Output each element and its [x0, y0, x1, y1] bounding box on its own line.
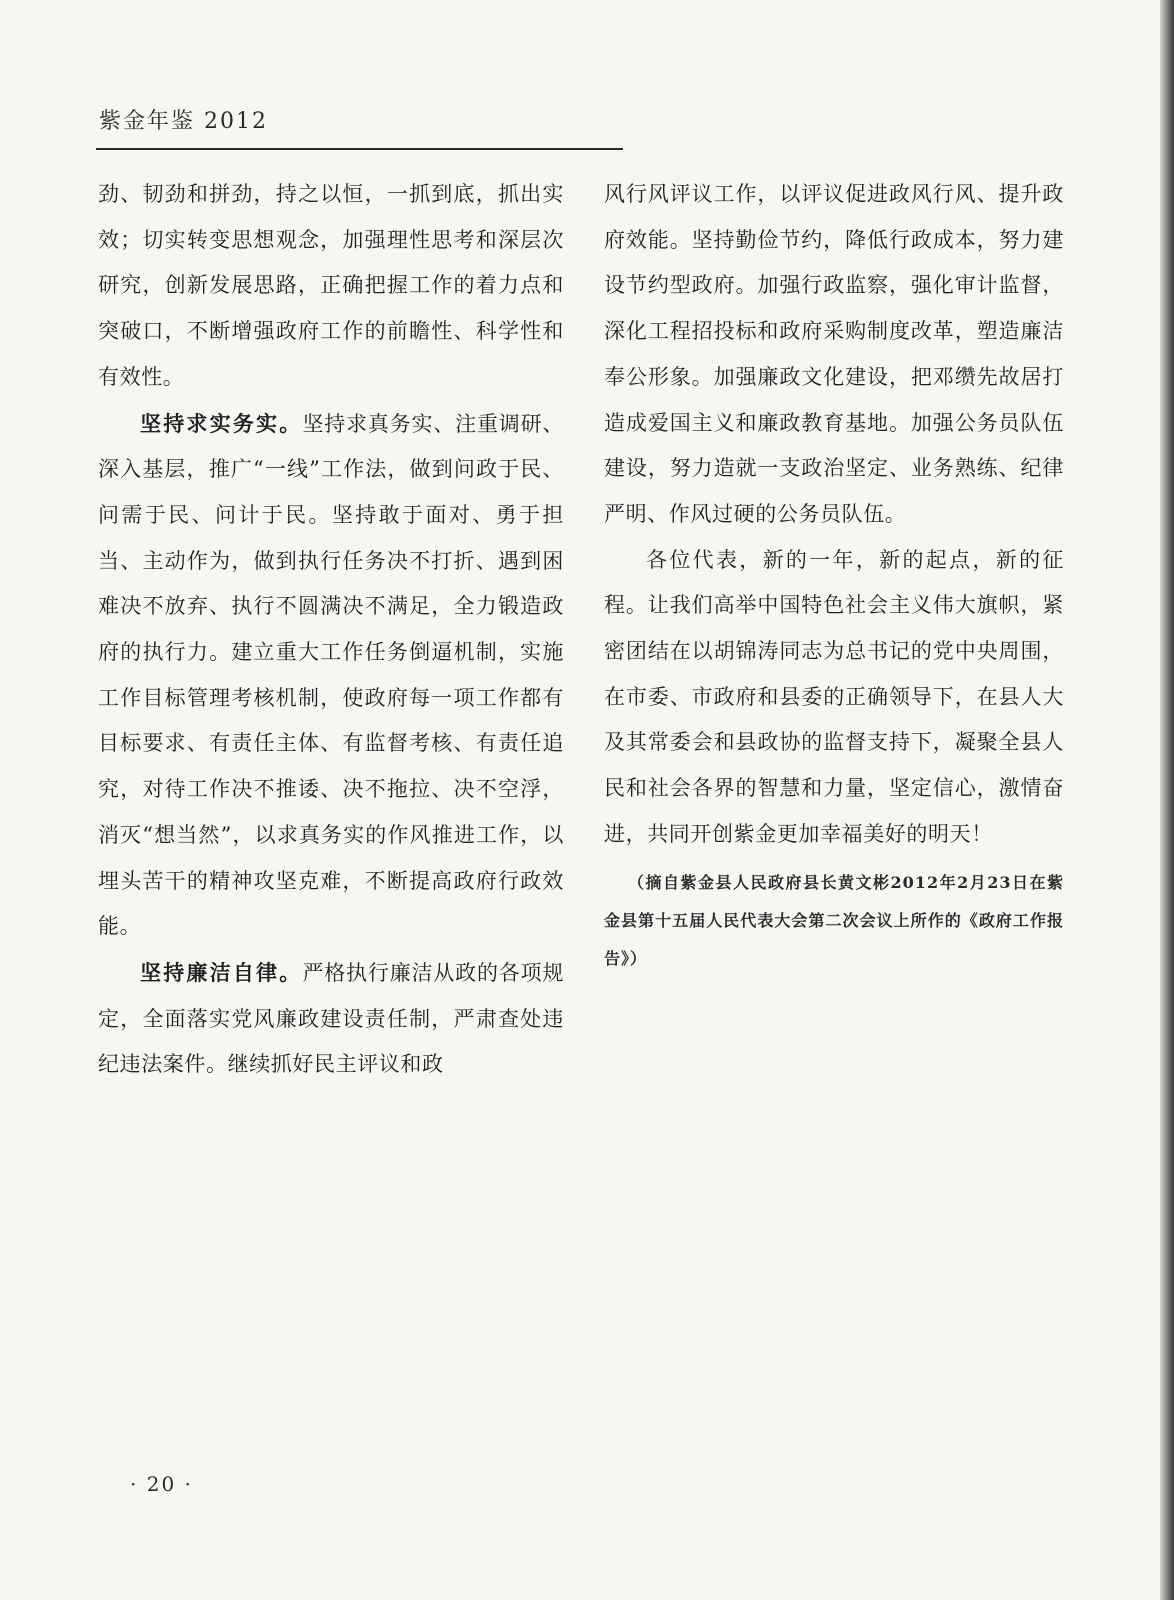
left-paragraph-1: 劲、韧劲和拼劲，持之以恒，一抓到底，抓出实效；切实转变思想观念，加强理性思考和深层次研究，创新发展思路，正确把握工作的着力点和突破口，不断增强政府工作的前瞻性、科学性和有效性。 [98, 182, 564, 389]
left-paragraph-2 [98, 401, 564, 950]
source-note: （摘自紫金县人民政府县长黄文彬2012年2月23日在紫金县第十五届人民代表大会第二次会议上所作的《政府工作报告》） [604, 872, 1064, 968]
left-paragraph-3-body: 严格执行廉洁从政的各项规定，全面落实党风廉政建设责任制，严肃查处违纪违法案件。继续抓好民主评议和政 [98, 960, 565, 1077]
header-rule [96, 148, 623, 150]
left-column [98, 172, 564, 1088]
left-paragraph-2-body: 坚持求真务实、注重调研、深入基层，推广“一线”工作法，做到问政于民、问需于民、问计于民。坚持敢于面对、勇于担当、主动作为，做到执行任务决不打折、遇到困难决不放弃、执行不圆满决不满足，全力锻造政府的执行力。建立重大工作任务倒逼机制，实施工作目标管理考核机制，使政府每一项工作都有目标要求、有责任主体、有监督考核、有责任追究，对待工作决不推诿、决不拖拉、决不空浮，消灭“想当然”，以求真务实的作风推进工作，以埋头苦干的精神攻坚克难，不断提高政府行政效能。 [98, 411, 565, 939]
page-number: · 20 · [130, 1472, 193, 1496]
section-heading-seek-truth: 坚持求实务实。 [140, 410, 303, 436]
right-column [604, 172, 1064, 978]
running-header-title: 紫金年鉴 2012 [99, 109, 268, 134]
right-paragraph-2: 各位代表，新的一年，新的起点，新的征程。让我们高举中国特色社会主义伟大旗帜，紧密团结在以胡锦涛同志为总书记的党中央周围，在市委、市政府和县委的正确领导下，在县人大及其常委会和县政协的监督支持下，凝聚全县人民和社会各界的智慧和力量，坚定信心，激情奋进，共同开创紫金更加幸福美好的明天！ [604, 547, 1064, 846]
right-paragraph-1: 风行风评议工作，以评议促进政风行风、提升政府效能。坚持勤俭节约，降低行政成本，努力建设节约型政府。加强行政监察，强化审计监督，深化工程招投标和政府采购制度改革，塑造廉洁奉公形象。加强廉政文化建设，把邓缵先故居打造成爱国主义和廉政教育基地。加强公务员队伍建设，努力造就一支政治坚定、业务熟练、纪律严明、作风过硬的公务员队伍。 [604, 182, 1064, 526]
left-paragraph-3 [98, 950, 564, 1088]
scan-edge-shadow [1160, 0, 1174, 1600]
section-heading-integrity: 坚持廉洁自律。 [140, 959, 303, 985]
